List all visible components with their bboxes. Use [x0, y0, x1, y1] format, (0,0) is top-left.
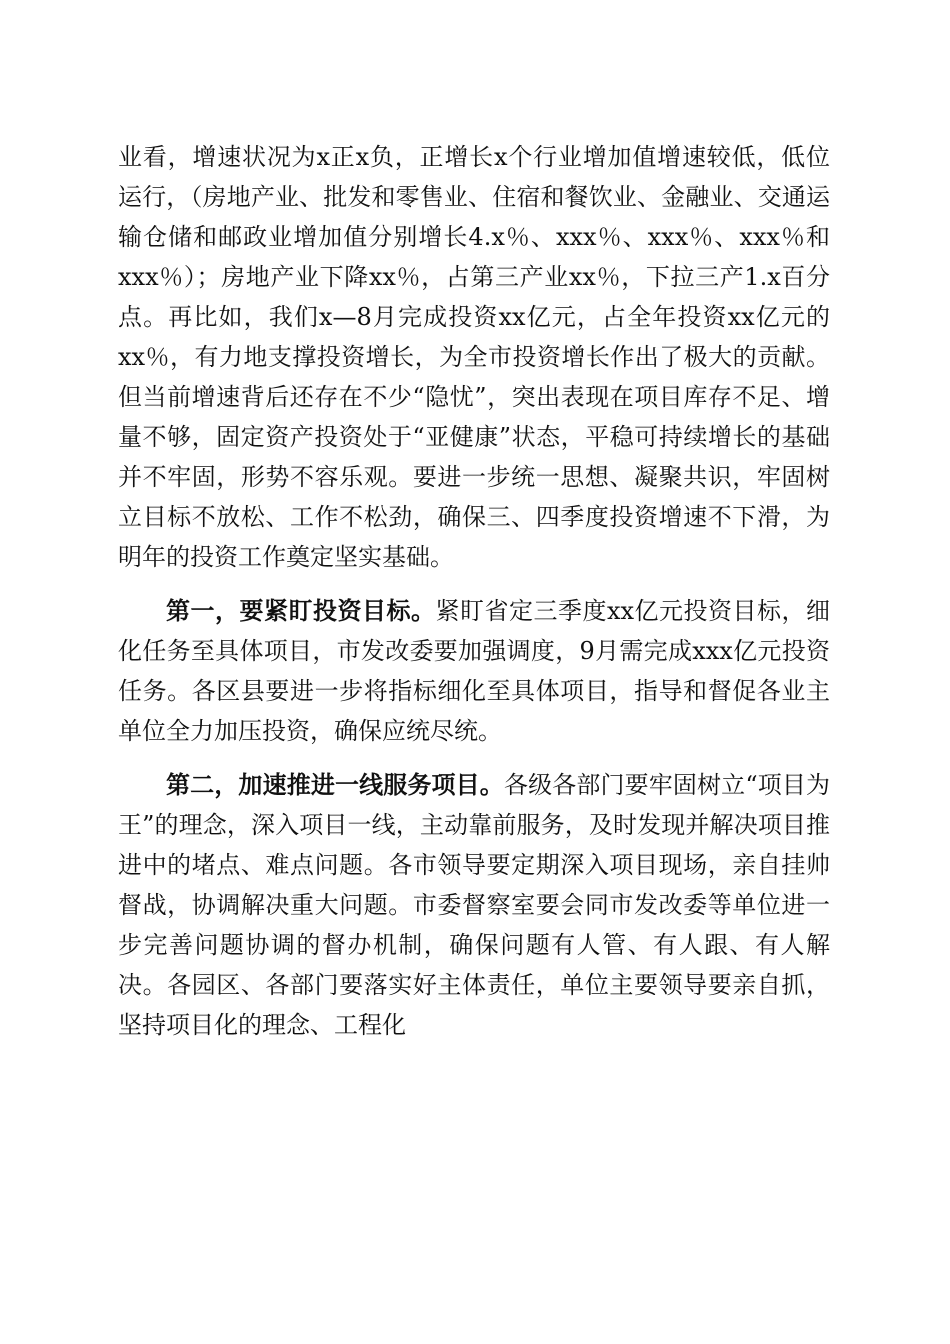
paragraph-first-point: [118, 591, 830, 751]
paragraph-text: 紧盯省定三季度xx亿元投资目标，细化任务至具体项目，市发改委要加强调度，9月需完成xxx亿元投资任务。各区县要进一步将指标细化至具体项目，指导和督促各业主单位全力加压投资，确保应统尽统。: [118, 597, 830, 745]
document-body: [118, 137, 830, 1045]
paragraph-lead-heading: 第二，加速推进一线服务项目。: [166, 771, 504, 799]
paragraph-second-point: [118, 765, 830, 1045]
paragraph-text: 各级各部门要牢固树立“项目为王”的理念，深入项目一线，主动靠前服务，及时发现并解决项目推进中的堵点、难点问题。各市领导要定期深入项目现场，亲自挂帅督战，协调解决重大问题。市委督察室要会同市发改委等单位进一步完善问题协调的督办机制，确保问题有人管、有人跟、有人解决。各园区、各部门要落实好主体责任，单位主要领导要亲自抓，坚持项目化的理念、工程化: [118, 771, 830, 1039]
paragraph-text: 业看，增速状况为x正x负，正增长x个行业增加值增速较低，低位运行，（房地产业、批发和零售业、住宿和餐饮业、金融业、交通运输仓储和邮政业增加值分别增长4.x％、xxx％、xxx％、xxx％和xxx％）；房地产业下降xx％，占第三产业xx％，下拉三产1.x百分点。再比如，我们x—8月完成投资xx亿元，占全年投资xx亿元的xx％，有力地支撑投资增长，为全市投资增长作出了极大的贡献。但当前增速背后还存在不少“隐忧”，突出表现在项目库存不足、增量不够，固定资产投资处于“亚健康”状态，平稳可持续增长的基础并不牢固，形势不容乐观。要进一步统一思想、凝聚共识，牢固树立目标不放松、工作不松劲，确保三、四季度投资增速不下滑，为明年的投资工作奠定坚实基础。: [118, 143, 830, 571]
paragraph-lead-heading: 第一，要紧盯投资目标。: [166, 597, 436, 625]
paragraph-continuation: [118, 137, 830, 577]
